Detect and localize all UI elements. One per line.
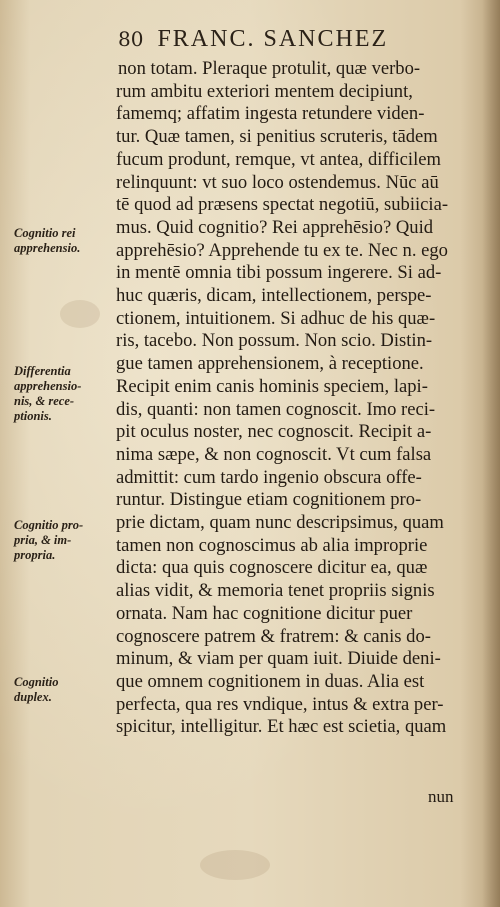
text-line: non totam. Pleraque protulit, quæ verbo- bbox=[118, 58, 421, 79]
text-line: perfecta, qua res vndique, intus & extra per- bbox=[116, 693, 444, 715]
margin-note-line: apprehensio- bbox=[14, 379, 82, 393]
text-line: ctionem, intuitionem. Si adhuc de his quæ- bbox=[116, 307, 436, 329]
text-line: spicitur, intelligitur. Et hæc est scietia, quam bbox=[116, 716, 447, 738]
text-line: dis, quanti: non tamen cognoscit. Imo reci- bbox=[116, 398, 436, 420]
margin-note-line: nis, & rece- bbox=[14, 394, 75, 408]
text-line: que omnem cognitionem in duas. Alia est bbox=[116, 670, 425, 692]
text-line: minum, & viam per quam iuit. Diuide deni- bbox=[116, 648, 441, 670]
text-line: prie dictam, quam nunc descripsimus, quam bbox=[116, 512, 444, 534]
text-line: pit oculus noster, nec cognoscit. Recipit a- bbox=[116, 421, 432, 443]
text-line: cognoscere patrem & fratrem: & canis do- bbox=[116, 625, 431, 647]
margin-note bbox=[14, 518, 114, 563]
paper-stain bbox=[60, 300, 100, 328]
margin-note-line: propria. bbox=[14, 548, 56, 562]
catchword: nun bbox=[428, 787, 454, 806]
text-line: apprehēsio? Apprehende tu ex te. Nec n. ego bbox=[116, 239, 448, 261]
paper-stain bbox=[200, 850, 270, 880]
text-line: runtur. Distingue etiam cognitionem pro- bbox=[116, 489, 422, 511]
margin-note-line: ptionis. bbox=[14, 409, 52, 423]
margin-note-line: pria, & im- bbox=[14, 533, 72, 547]
text-line: rum ambitu exteriori mentem decipiunt, bbox=[116, 80, 413, 102]
text-line: dicta: qua quis cognoscere dicitur ea, quæ bbox=[116, 557, 428, 579]
margin-note bbox=[14, 675, 114, 705]
margin-note-line: apprehensio. bbox=[14, 241, 81, 255]
text-line: Recipit enim canis hominis speciem, lapi- bbox=[116, 375, 428, 397]
text-line: tur. Quæ tamen, si penitius scruteris, tādem bbox=[116, 126, 438, 148]
text-line: admittit: cum tardo ingenio obscura offe- bbox=[116, 466, 422, 488]
text-line: huc quæris, dicam, intellectionem, perspe- bbox=[116, 285, 432, 307]
text-line: in mentē omnia tibi possum ingerere. Si ad- bbox=[116, 262, 442, 284]
text-line: gue tamen apprehensionem, à receptione. bbox=[116, 353, 424, 375]
margin-note-line: Cognitio rei bbox=[14, 226, 76, 240]
text-line: fucum produnt, remque, vt antea, difficilem bbox=[116, 148, 441, 170]
text-line: tē quod ad præsens spectat negotiū, subiicia- bbox=[116, 194, 449, 216]
page-header bbox=[118, 26, 448, 53]
running-head: FRANC. SANCHEZ bbox=[157, 26, 389, 52]
body-text bbox=[116, 58, 488, 739]
margin-note bbox=[14, 364, 114, 424]
margin-note-line: Cognitio pro- bbox=[14, 518, 84, 532]
text-line: ornata. Nam hac cognitione dicitur puer bbox=[116, 602, 413, 624]
margin-note-line: duplex. bbox=[14, 690, 52, 704]
margin-note-line: Cognitio bbox=[14, 675, 59, 689]
text-line: relinquunt: vt suo loco ostendemus. Nūc aū bbox=[116, 171, 439, 193]
text-line: ris, tacebo. Non possum. Non scio. Distin- bbox=[116, 330, 433, 352]
margin-note-line: Differentia bbox=[14, 364, 71, 378]
text-line: nima sæpe, & non cognoscit. Vt cum falsa bbox=[116, 443, 432, 465]
margin-note bbox=[14, 226, 114, 256]
text-line: mus. Quid cognitio? Rei apprehēsio? Quid bbox=[116, 216, 434, 238]
text-line: tamen non cognoscimus ab alia improprie bbox=[116, 534, 428, 556]
page-number: 80 bbox=[118, 27, 144, 51]
text-line: famemq; affatim ingesta retundere viden- bbox=[116, 103, 425, 125]
text-line: alias vidit, & memoria tenet propriis signis bbox=[116, 580, 435, 602]
